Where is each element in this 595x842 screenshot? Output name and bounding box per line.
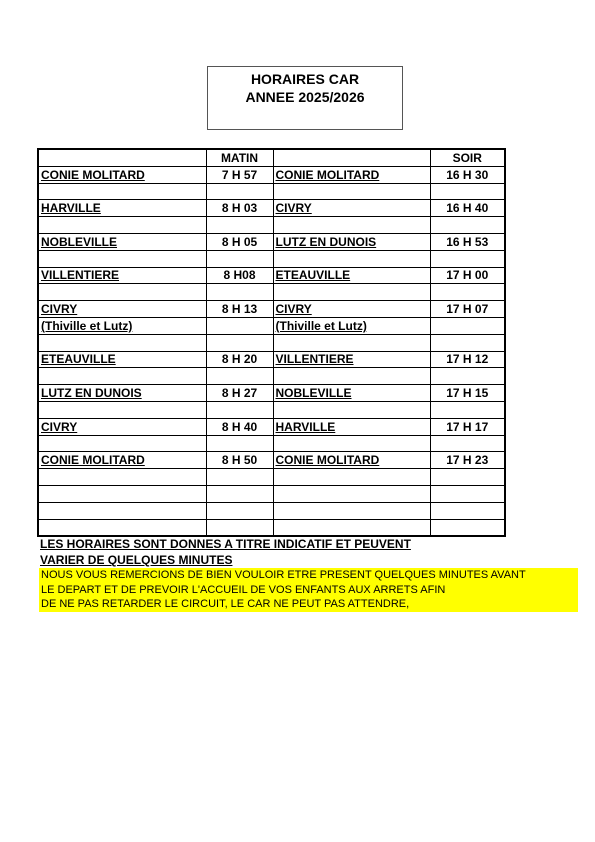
stop-am-cell bbox=[38, 485, 206, 502]
stop-pm-cell: CIVRY bbox=[273, 200, 430, 217]
time-pm-cell bbox=[430, 469, 505, 486]
time-pm-cell bbox=[430, 401, 505, 418]
stop-pm-cell: HARVILLE bbox=[273, 418, 430, 435]
time-am-cell: 8 H 27 bbox=[206, 385, 273, 402]
stop-pm-cell bbox=[273, 519, 430, 536]
time-am-cell: 7 H 57 bbox=[206, 166, 273, 183]
stop-am-cell: VILLENTIERE bbox=[38, 267, 206, 284]
time-am-cell: 8 H 40 bbox=[206, 418, 273, 435]
time-am-cell bbox=[206, 217, 273, 234]
stop-pm-cell bbox=[273, 368, 430, 385]
time-pm-cell bbox=[430, 502, 505, 519]
table-row bbox=[38, 485, 505, 502]
table-header-row bbox=[38, 149, 505, 166]
stop-pm-cell: ETEAUVILLE bbox=[273, 267, 430, 284]
stop-pm-cell: LUTZ EN DUNOIS bbox=[273, 233, 430, 250]
school-year: ANNEE 2025/2026 bbox=[245, 89, 365, 105]
time-pm-cell bbox=[430, 485, 505, 502]
table-row bbox=[38, 418, 505, 435]
time-am-cell bbox=[206, 502, 273, 519]
table-row bbox=[38, 267, 505, 284]
stop-pm-cell bbox=[273, 502, 430, 519]
table-row bbox=[38, 200, 505, 217]
table-row bbox=[38, 284, 505, 301]
time-pm-cell bbox=[430, 368, 505, 385]
stop-pm-cell bbox=[273, 284, 430, 301]
stop-pm-cell bbox=[273, 435, 430, 452]
time-pm-cell bbox=[430, 284, 505, 301]
time-am-cell: 8 H 20 bbox=[206, 351, 273, 368]
time-pm-cell: 17 H 00 bbox=[430, 267, 505, 284]
disclaimer-line-1: LES HORAIRES SONT DONNES A TITRE INDICATIF ET PEUVENT bbox=[40, 537, 411, 551]
header-matin: MATIN bbox=[206, 149, 273, 166]
stop-am-cell bbox=[38, 502, 206, 519]
time-pm-cell: 17 H 23 bbox=[430, 452, 505, 469]
stop-am-cell bbox=[38, 250, 206, 267]
stop-am-cell bbox=[38, 435, 206, 452]
stop-am-cell: CONIE MOLITARD bbox=[38, 166, 206, 183]
stop-am-cell bbox=[38, 334, 206, 351]
time-pm-cell bbox=[430, 183, 505, 200]
stop-pm-cell: VILLENTIERE bbox=[273, 351, 430, 368]
table-row bbox=[38, 385, 505, 402]
table-row bbox=[38, 519, 505, 536]
table-row bbox=[38, 334, 505, 351]
time-pm-cell: 17 H 07 bbox=[430, 301, 505, 318]
table-row bbox=[38, 502, 505, 519]
table-row bbox=[38, 435, 505, 452]
stop-am-cell: NOBLEVILLE bbox=[38, 233, 206, 250]
disclaimer-note bbox=[40, 536, 480, 568]
stop-pm-cell: CONIE MOLITARD bbox=[273, 166, 430, 183]
table-row bbox=[38, 368, 505, 385]
notice-line-1: NOUS VOUS REMERCIONS DE BIEN VOULOIR ETRE PRESENT QUELQUES MINUTES AVANT bbox=[41, 569, 526, 581]
stop-am-cell: ETEAUVILLE bbox=[38, 351, 206, 368]
time-am-cell bbox=[206, 284, 273, 301]
table-row bbox=[38, 301, 505, 318]
time-am-cell: 8 H08 bbox=[206, 267, 273, 284]
stop-pm-cell: CONIE MOLITARD bbox=[273, 452, 430, 469]
time-pm-cell bbox=[430, 217, 505, 234]
time-am-cell bbox=[206, 485, 273, 502]
time-am-cell bbox=[206, 334, 273, 351]
time-pm-cell: 17 H 15 bbox=[430, 385, 505, 402]
title-box bbox=[207, 66, 403, 130]
schedule-table bbox=[37, 148, 506, 537]
stop-pm-cell bbox=[273, 485, 430, 502]
time-pm-cell: 16 H 30 bbox=[430, 166, 505, 183]
stop-am-cell: HARVILLE bbox=[38, 200, 206, 217]
time-am-cell: 8 H 13 bbox=[206, 301, 273, 318]
stop-pm-cell bbox=[273, 217, 430, 234]
stop-pm-cell bbox=[273, 401, 430, 418]
table-row bbox=[38, 250, 505, 267]
stop-am-cell bbox=[38, 183, 206, 200]
time-pm-cell bbox=[430, 334, 505, 351]
stop-pm-cell: CIVRY bbox=[273, 301, 430, 318]
time-am-cell: 8 H 50 bbox=[206, 452, 273, 469]
table-row bbox=[38, 233, 505, 250]
stop-am-cell bbox=[38, 217, 206, 234]
table-row bbox=[38, 183, 505, 200]
stop-am-cell bbox=[38, 401, 206, 418]
notice-line-2: LE DEPART ET DE PREVOIR L'ACCUEIL DE VOS ENFANTS AUX ARRETS AFIN bbox=[41, 583, 446, 596]
stop-pm-cell bbox=[273, 334, 430, 351]
time-am-cell bbox=[206, 401, 273, 418]
time-am-cell bbox=[206, 469, 273, 486]
disclaimer-line-2: VARIER DE QUELQUES MINUTES bbox=[40, 553, 233, 567]
time-pm-cell bbox=[430, 519, 505, 536]
table-row bbox=[38, 452, 505, 469]
stop-am-cell: CIVRY bbox=[38, 301, 206, 318]
stop-am-cell bbox=[38, 368, 206, 385]
time-pm-cell: 16 H 53 bbox=[430, 233, 505, 250]
table-row bbox=[38, 401, 505, 418]
stop-pm-cell bbox=[273, 469, 430, 486]
time-pm-cell: 17 H 17 bbox=[430, 418, 505, 435]
highlighted-notice bbox=[39, 568, 578, 612]
time-pm-cell: 17 H 12 bbox=[430, 351, 505, 368]
table-row bbox=[38, 217, 505, 234]
header-blank-am bbox=[38, 149, 206, 166]
page-title: HORAIRES CAR bbox=[250, 71, 360, 87]
notice-line-3: DE NE PAS RETARDER LE CIRCUIT, LE CAR NE PEUT PAS ATTENDRE, bbox=[41, 598, 410, 610]
table-row bbox=[38, 351, 505, 368]
stop-pm-cell: (Thiville et Lutz) bbox=[273, 317, 430, 334]
time-am-cell bbox=[206, 435, 273, 452]
stop-am-cell: CONIE MOLITARD bbox=[38, 452, 206, 469]
time-am-cell bbox=[206, 317, 273, 334]
stop-am-cell bbox=[38, 519, 206, 536]
stop-pm-cell: NOBLEVILLE bbox=[273, 385, 430, 402]
time-am-cell: 8 H 05 bbox=[206, 233, 273, 250]
header-blank-pm bbox=[273, 149, 430, 166]
stop-am-cell: (Thiville et Lutz) bbox=[38, 317, 206, 334]
stop-am-cell bbox=[38, 469, 206, 486]
time-pm-cell bbox=[430, 250, 505, 267]
time-pm-cell bbox=[430, 317, 505, 334]
time-pm-cell bbox=[430, 435, 505, 452]
stop-pm-cell bbox=[273, 183, 430, 200]
time-am-cell bbox=[206, 368, 273, 385]
time-am-cell bbox=[206, 183, 273, 200]
table-row bbox=[38, 166, 505, 183]
stop-pm-cell bbox=[273, 250, 430, 267]
time-am-cell: 8 H 03 bbox=[206, 200, 273, 217]
time-pm-cell: 16 H 40 bbox=[430, 200, 505, 217]
stop-am-cell: LUTZ EN DUNOIS bbox=[38, 385, 206, 402]
stop-am-cell bbox=[38, 284, 206, 301]
stop-am-cell: CIVRY bbox=[38, 418, 206, 435]
time-am-cell bbox=[206, 519, 273, 536]
time-am-cell bbox=[206, 250, 273, 267]
table-row bbox=[38, 469, 505, 486]
header-soir: SOIR bbox=[430, 149, 505, 166]
table-row bbox=[38, 317, 505, 334]
